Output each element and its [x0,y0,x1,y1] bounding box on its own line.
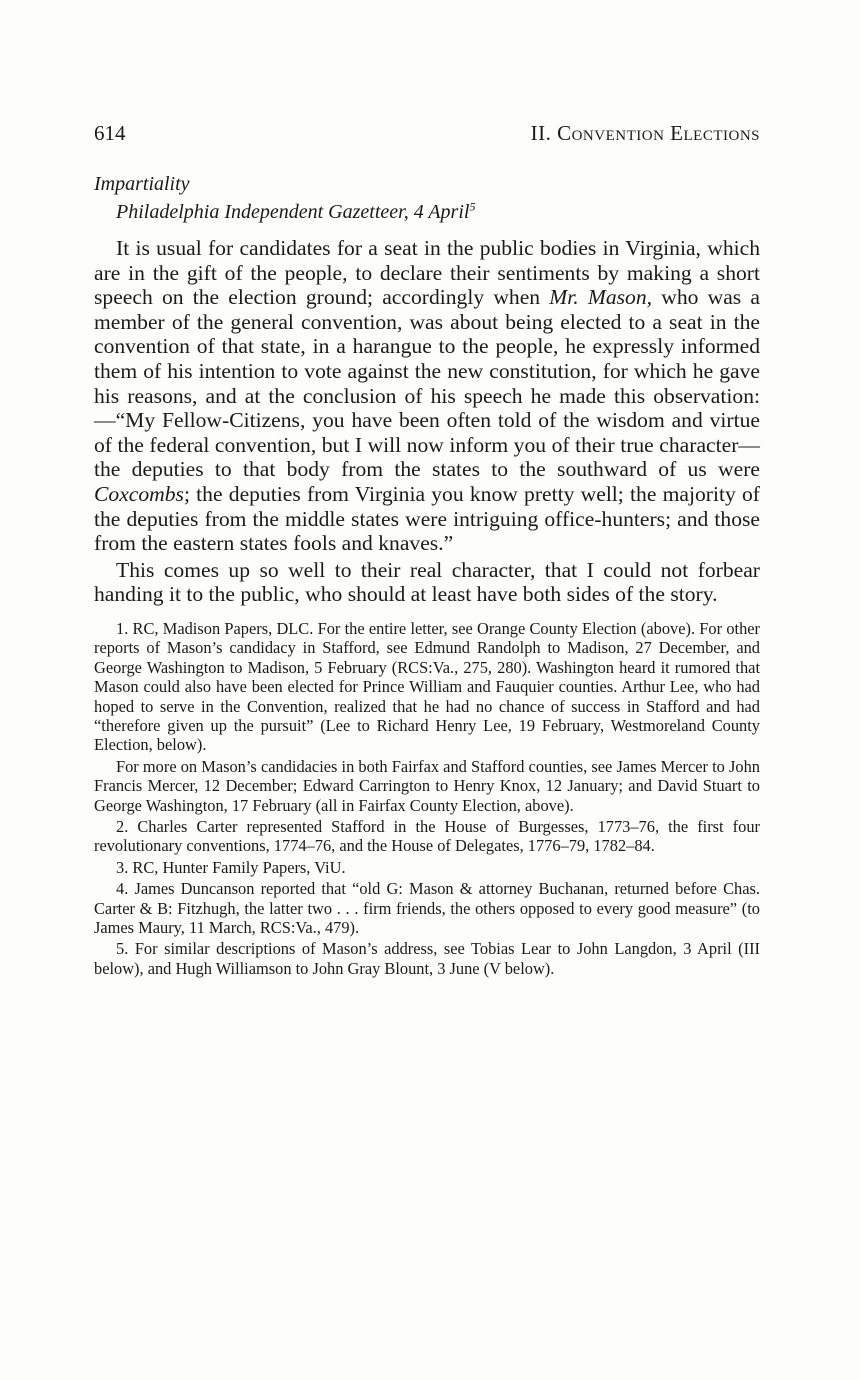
section-numeral: II. [530,121,552,145]
body-paragraph-1 [94,236,760,556]
body-paragraph-2: This comes up so well to their real character, that I could not forbear handing it to the public, who should at least have both sides of the story. [94,557,760,607]
running-head [94,118,760,148]
section-title [531,118,760,148]
body-text-italic-coxcombs: Coxcombs [94,481,184,506]
note-2: 2. Charles Carter represented Stafford in the House of Burgesses, 1773–76, the first four revolutionary conventions, 1774–76, and the House of Delegates, 1776–79, 1782–84. [94,816,760,856]
body-text [94,236,760,607]
note-5: 5. For similar descriptions of Mason’s address, see Tobias Lear to John Langdon, 3 April (III below), and Hugh Williamson to John Gray Blount, 3 June (V below). [94,939,760,978]
document-source-text: Philadelphia Independent Gazetteer, 4 April [116,201,470,223]
document-source [94,198,760,226]
footnote-ref: 5 [469,199,476,214]
page-number: 614 [94,121,126,145]
endnotes [94,619,760,978]
document-title: Impartiality [94,173,190,195]
page [94,118,760,980]
body-text-run: It is usual for candidates for a seat in the public bodies in Virginia, which are in the gift of the people, to declare their sentiments by making a short speech on the election ground; accordingly when [94,236,760,310]
section-title-text: Convention Elections [557,121,760,145]
note-4: 4. James Duncanson reported that “old G: Mason & attorney Buchanan, returned before Chas. Carter & B: Fitzhugh, the latter two . . . firm friends, the others opposed to every good measure” (to James Maury, 11 March, RCS:Va., 479). [94,879,760,937]
body-text-run: ; the deputies from Virginia you know pretty well; the majority of the deputies from the middle states were intriguing office-hunters; and those from the eastern states fools and knaves.” [94,481,760,556]
document-heading [94,170,760,226]
note-1: 1. RC, Madison Papers, DLC. For the entire letter, see Orange County Election (above). For other reports of Mason’s candidacy in Stafford, see Edmund Randolph to Madison, 27 December, and George Washington to Madison, 5 February (RCS:Va., 275, 280). Washington heard it rumored that Mason could also have been elected for Prince William and Fauquier counties. Arthur Lee, who had hoped to serve in the Convention, realized that he had no chance of success in Stafford and had “therefore given up the pursuit” (Lee to Richard Henry Lee, 19 February, Westmoreland County Election, below). [94,618,760,755]
body-text-italic-name: Mr. Mason, [549,285,653,310]
note-3: 3. RC, Hunter Family Papers, ViU. [116,857,346,877]
body-text-run: who was a member of the general convention, was about being elected to a seat in the convention of that state, in a harangue to the people, he expressly informed them of his intention to vote against the new constitution, for which he gave his reasons, and at the conclusion of his speech he made this observation:—“My Fellow-Citizens, you have been often told of the wisdom and virtue of the federal convention, but I will now inform you of their true character—the deputies to that body from the states to the southward of us were [94,285,760,482]
note-1-continued: For more on Mason’s candidacies in both Fairfax and Stafford counties, see James Mercer to John Francis Mercer, 12 December; Edward Carrington to Henry Knox, 12 January; and David Stuart to George Washington, 17 February (all in Fairfax County Election, above). [94,756,760,815]
